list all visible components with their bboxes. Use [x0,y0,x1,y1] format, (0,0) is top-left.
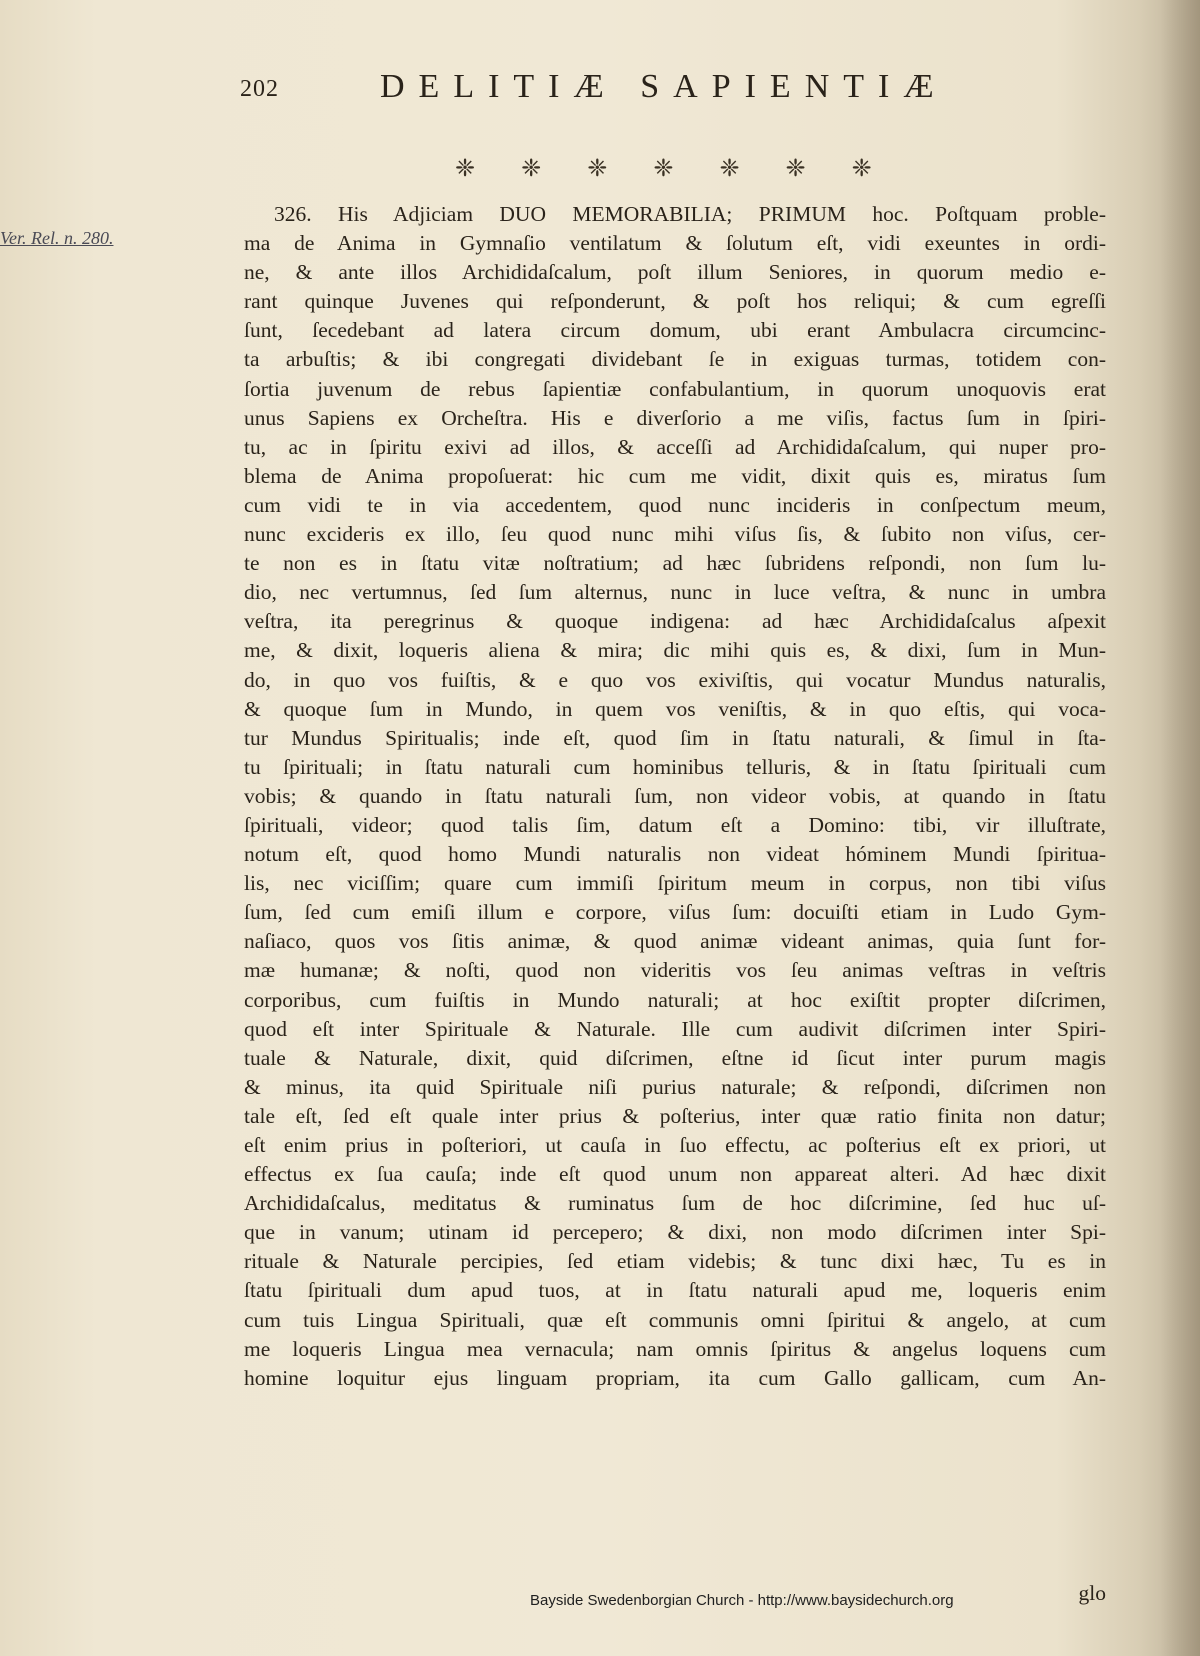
text-line: cum vidi te in via accedentem, quod nunc incideris in conſpectum meum, [244,492,1106,517]
ornament-icon: ❈ [719,156,740,182]
handwritten-margin-note: Ver. Rel. n. 280. [0,228,114,248]
text-line: ta arbuſtis; & ibi congregati dividebant ſe in exiguas turmas, totidem con- [244,347,1106,372]
text-line: ne, & ante illos Archididaſcalum, poſt illum Seniores, in quorum medio e- [244,260,1106,285]
text-line: Archididaſcalus, meditatus & ruminatus ſum de hoc diſcrimine, ſed huc uſ- [244,1191,1106,1216]
text-line: unus Sapiens ex Orcheſtra. His e diverſorio a me viſis, factus ſum in ſpiri- [244,405,1106,430]
text-line: tu, ac in ſpiritu exivi ad illos, & acceſſi ad Archididaſcalum, qui nuper pro- [244,434,1106,459]
text-line: nunc excideris ex illo, ſeu quod nunc mihi viſus ſis, & ſubito non viſus, cer- [244,522,1106,547]
running-title: DELITIÆ SAPIENTIÆ [380,68,948,105]
page-header [240,68,1030,118]
ornament-icon: ❈ [521,156,542,182]
text-line: effectus ex ſua cauſa; inde eſt quod unum non appareat alteri. Ad hæc dixit [244,1162,1106,1187]
text-line: rant quinque Juvenes qui reſponderunt, & poſt hos reliqui; & cum egreſſi [244,289,1106,314]
text-line: cum tuis Lingua Spirituali, quæ eſt communis omni ſpiritui & angelo, at cum [244,1307,1106,1332]
ornament-icon: ❈ [851,156,872,182]
text-line: homine loquitur ejus linguam propriam, ita cum Gallo gallicam, cum An- [244,1365,1106,1390]
text-line: que in vanum; utinam id percepero; & dixi, non modo diſcrimen inter Spi- [244,1220,1106,1245]
text-line: ſunt, ſecedebant ad latera circum domum, ubi erant Ambulacra circumcinc- [244,318,1106,343]
text-line: te non es in ſtatu vitæ noſtratium; ad hæc ſubridens reſpondi, non ſum lu- [244,551,1106,576]
ornament-icon: ❈ [587,156,608,182]
text-line: dio, nec vertumnus, ſed ſum alternus, nunc in luce veſtra, & nunc in umbra [244,580,1106,605]
text-line: do, in quo vos fuiſtis, & e quo vos exiviſtis, qui vocatur Mundus naturalis, [244,667,1106,692]
page-edge-shadow [1160,0,1200,1656]
text-line: me loqueris Lingua mea vernacula; nam omnis ſpiritus & angelus loquens cum [244,1336,1106,1361]
text-line: ſpirituali, videor; quod talis ſim, datum eſt a Domino: tibi, vir illuſtrate, [244,812,1106,837]
text-line: ma de Anima in Gymnaſio ventilatum & ſolutum eſt, vidi exeuntes in ordi- [244,231,1106,256]
text-line: vobis; & quando in ſtatu naturali ſum, non videor vobis, at quando in ſtatu [244,783,1106,808]
page-number: 202 [240,76,279,102]
text-line: notum eſt, quod homo Mundi naturalis non videat hóminem Mundi ſpiritua- [244,842,1106,867]
catchword: glo [1078,1581,1106,1605]
text-line: eſt enim prius in poſteriori, ut cauſa in ſuo effectu, ac poſterius eſt ex priori, ut [244,1133,1106,1157]
ornament-icon: ❈ [455,156,476,182]
text-line: ſtatu ſpirituali dum apud tuos, at in ſtatu naturali apud me, loqueris enim [244,1278,1106,1303]
text-line: blema de Anima propoſuerat: hic cum me vidit, dixit quis es, miratus ſum [244,463,1106,488]
text-line: 326. His Adjiciam DUO MEMORABILIA; PRIMUM hoc. Poſtquam proble- [274,202,1106,226]
ornament-row [455,154,915,184]
text-line: tu ſpirituali; in ſtatu naturali cum hominibus telluris, & in ſtatu ſpirituali cum [244,754,1106,779]
text-line: rituale & Naturale percipies, ſed etiam videbis; & tunc dixi hæc, Tu es in [244,1249,1106,1274]
text-line: mæ humanæ; & noſti, quod non videritis vos ſeu animas veſtras in veſtris [244,958,1106,983]
text-line: naſiaco, quos vos ſitis animæ, & quod animæ videant animas, quia ſunt for- [244,929,1106,954]
text-line: me, & dixit, loqueris aliena & mira; dic mihi quis es, & dixi, ſum in Mun- [244,638,1106,663]
text-line: veſtra, ita peregrinus & quoque indigena: ad hæc Archididaſcalus aſpexit [244,609,1106,634]
text-line: corporibus, cum fuiſtis in Mundo naturali; at hoc exiſtit propter diſcrimen, [244,987,1106,1012]
text-line: ſum, ſed cum emiſi illum e corpore, viſus ſum: docuiſti etiam in Ludo Gym- [244,900,1106,925]
text-line: lis, nec viciſſim; quare cum immiſi ſpiritum meum in corpus, non tibi viſus [244,871,1106,896]
text-line: & minus, ita quid Spirituale niſi purius naturale; & reſpondi, diſcrimen non [244,1074,1106,1099]
text-line: quod eſt inter Spirituale & Naturale. Ille cum audivit diſcrimen inter Spiri- [244,1016,1106,1041]
ornament-icon: ❈ [785,156,806,182]
text-line: & quoque ſum in Mundo, in quem vos veniſtis, & in quo eſtis, qui voca- [244,696,1106,721]
watermark-footer: Bayside Swedenborgian Church - http://www.baysidechurch.org [530,1592,954,1609]
text-line: tale eſt, ſed eſt quale inter prius & poſterius, inter quæ ratio finita non datur; [244,1103,1106,1128]
text-line: tur Mundus Spiritualis; inde eſt, quod ſim in ſtatu naturali, & ſimul in ſta- [244,725,1106,750]
body-text [244,200,1106,1393]
text-line: tuale & Naturale, dixit, quid diſcrimen, eſtne id ſicut inter purum magis [244,1045,1106,1070]
ornament-icon: ❈ [653,156,674,182]
text-line: ſortia juvenum de rebus ſapientiæ confabulantium, in quorum unoquovis erat [244,376,1106,401]
